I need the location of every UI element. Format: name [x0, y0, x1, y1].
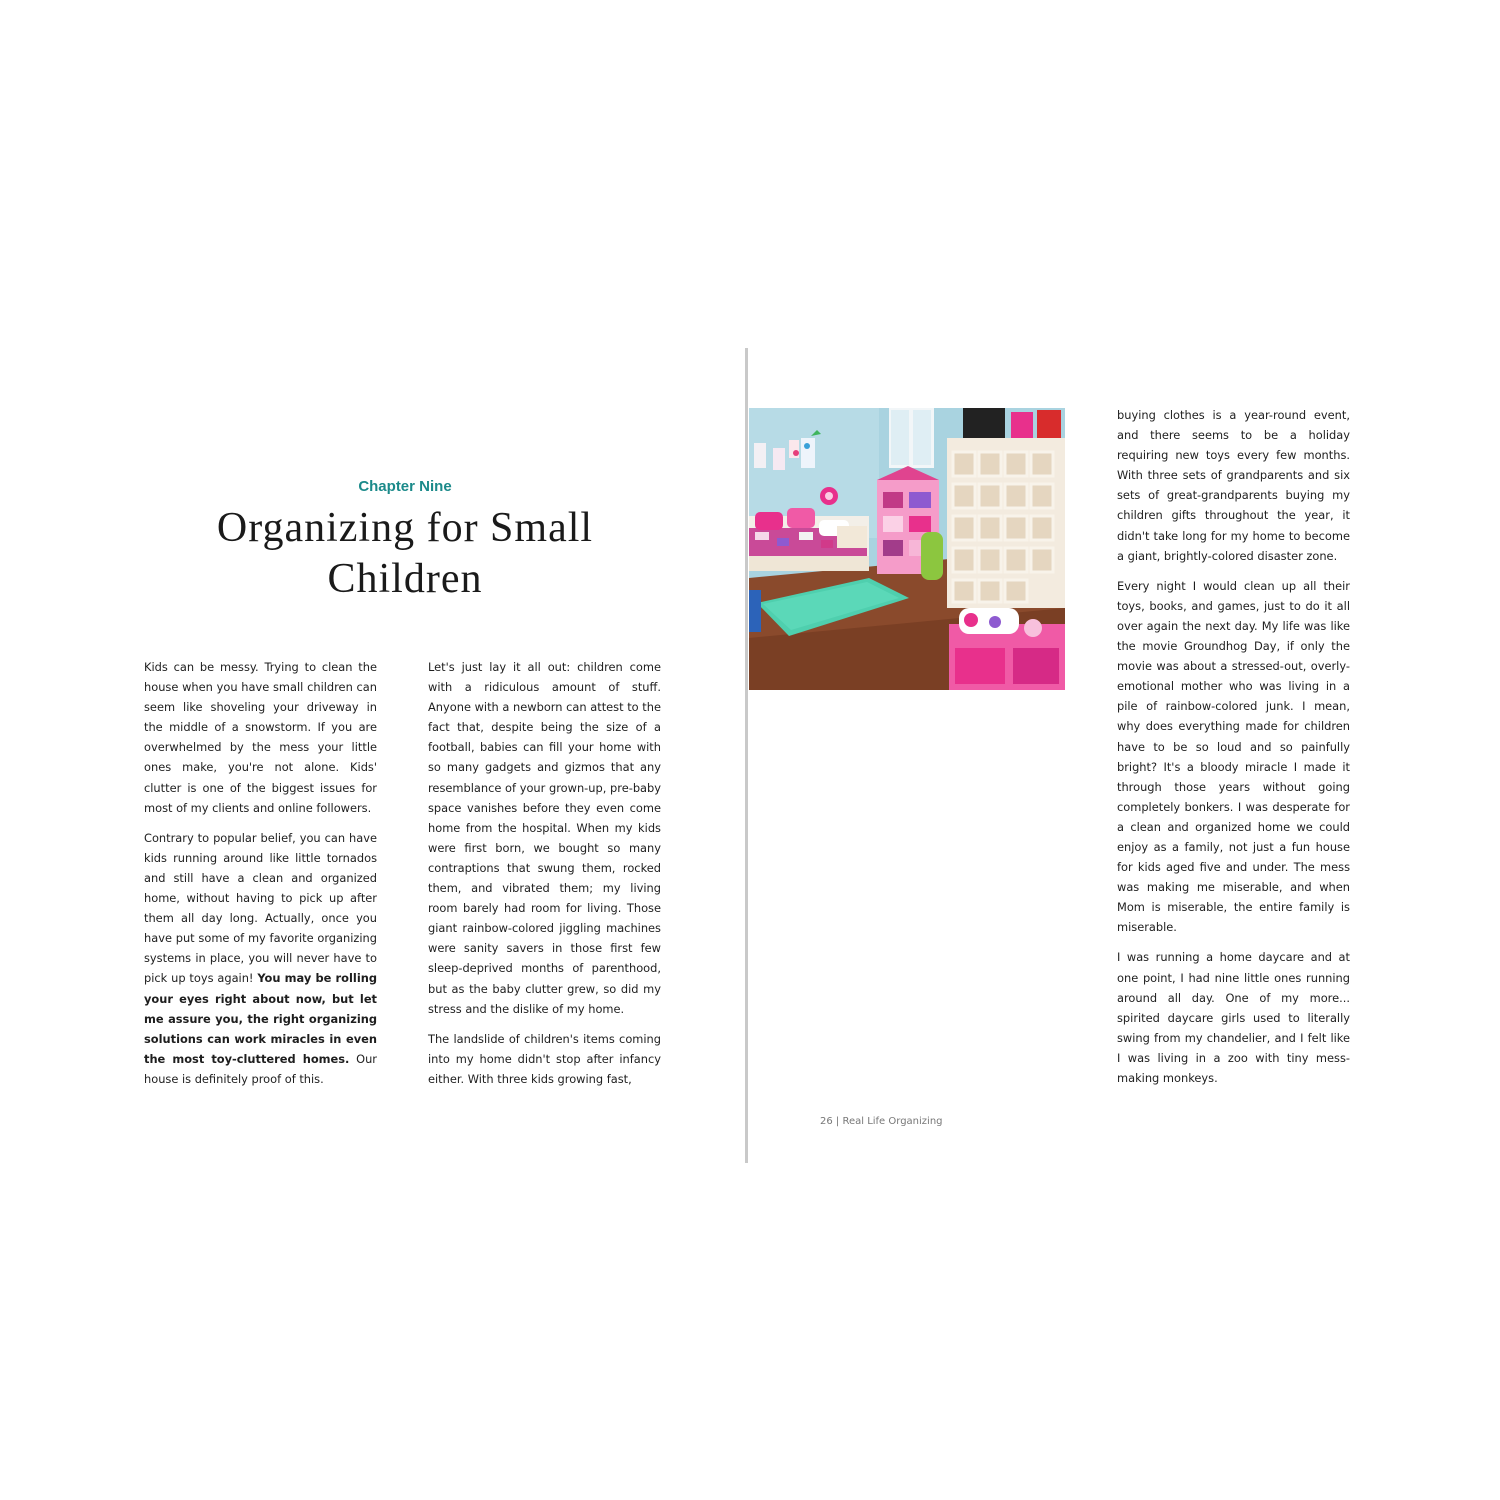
- paragraph: I was running a home daycare and at one point, I had nine little ones running around all day. One of my more... spirited daycare girls used to literally swing from my chandelier, and I felt like I was living in a zoo with tiny mess-making monkeys.: [1117, 950, 1350, 1085]
- chapter-title: [150, 503, 660, 605]
- chapter-label: Chapter Nine: [358, 478, 452, 495]
- paragraph: Kids can be messy. Trying to clean the house when you have small children can seem like shoveling your driveway in the middle of a snowstorm. If you are overwhelmed by the mess your little ones make, you're not alone. Kids' clutter is one of the biggest issues for most of my clients and online followers.: [144, 660, 377, 815]
- paragraph: [144, 828, 377, 1089]
- paragraph: Let's just lay it all out: children come with a ridiculous amount of stuff. Anyone with a newborn can attest to the fact that, despite being the size of a football, babies can fill your home with so many gadgets and gizmos that any resemblance of your grown-up, pre-baby space vanishes before they even come home from the hospital. When my kids were first born, we bought so many contraptions that swung them, rocked them, and vibrated them; my living room barely had room for living. Those giant rainbow-colored jiggling machines were sanity savers in those first few sleep-deprived months of parenthood, but as the baby clutter grew, so did my stress and the dislike of my home.: [428, 660, 661, 1016]
- paragraph: The landslide of children's items coming into my home didn't stop after infancy either. With three kids growing fast,: [428, 1031, 661, 1086]
- paragraph-text: Contrary to popular belief, you can have kids running around like little tornados and still have a clean and organized home, without having to pick up after them all day long. Actually, once you have put some of my favorite organizing systems in place, you will never have to pick up toys again!: [144, 830, 377, 986]
- paragraph: buying clothes is a year-round event, and there seems to be a holiday requiring new toys every few months. With three sets of grandparents and six sets of great-grandparents buying my children gifts throughout the year, it didn't take long for my home to become a giant, brightly-colored disaster zone.: [1117, 408, 1350, 563]
- body-column-2: [428, 657, 661, 1099]
- body-column-1: [144, 657, 377, 1099]
- chapter-title-line2: Children: [327, 556, 483, 602]
- paragraph-text: Our house is definitely proof of this.: [144, 1051, 377, 1086]
- kids-bedroom-photo: [749, 408, 1065, 690]
- chapter-title-line1: Organizing for Small: [216, 505, 594, 551]
- body-column-3: [1117, 405, 1350, 1098]
- page-folio: 26 | Real Life Organizing: [820, 1116, 943, 1127]
- page-gutter: [745, 348, 748, 1163]
- paragraph: Every night I would clean up all their toys, books, and games, just to do it all over again the next day. My life was like the movie Groundhog Day, if only the movie was about a stressed-out, overly-emotional mother who was living in a pile of rainbow-colored junk. I mean, why does everything made for children have to be so loud and so painfully bright? It's a bloody miracle I made it through those years without going completely bonkers. I was desperate for a clean and organized home we could enjoy as a family, not just a fun house for kids aged five and under. The mess was making me miserable, and when Mom is miserable, the entire family is miserable.: [1117, 578, 1350, 935]
- bold-emphasis: You may be rolling your eyes right about now, but let me assure you, the right organizing solutions can work miracles in even the most toy-cluttered homes.: [144, 971, 377, 1066]
